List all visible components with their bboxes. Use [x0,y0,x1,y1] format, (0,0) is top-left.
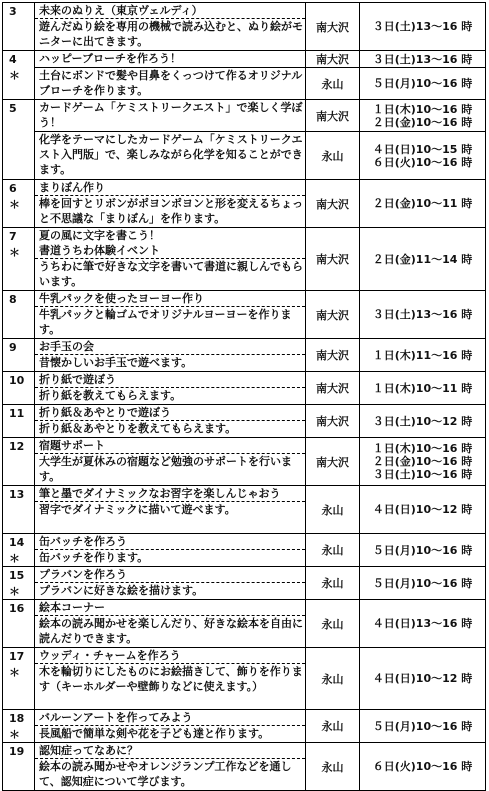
event-content [35,710,306,743]
event-content [35,405,306,438]
event-title: プラバンを作ろう [35,567,305,583]
event-time: ４日(日)10～15 時 ６日(火)10～16 時 [360,132,486,180]
event-time: ５日(月)10～16 時 [360,534,486,567]
event-number: 10 [3,372,35,405]
table-row [3,132,486,180]
event-time: ４日(日)13～16 時 [360,600,486,648]
event-place: 永山 [306,648,360,710]
event-place: 南大沢 [306,405,360,438]
table-row [3,743,486,791]
event-table [2,2,486,791]
event-content [35,291,306,339]
table-row [3,372,486,405]
table-row [3,100,486,132]
table-row [3,600,486,648]
event-place: 南大沢 [306,228,360,291]
event-place: 南大沢 [306,372,360,405]
star-mark: ＊ [9,585,20,598]
event-place: 南大沢 [306,3,360,51]
event-description: プラバンに好きな絵を描けます。 [39,584,204,597]
event-title: 認知症ってなあに？ [35,743,305,759]
event-title: 未来のぬりえ（東京ヴェルディ） [35,3,305,19]
event-place: 南大沢 [306,100,360,132]
event-title: 缶バッチを作ろう [35,534,305,550]
event-content [35,372,306,405]
event-description: 折り紙＆あやとりを教えてもらえます。 [39,422,237,435]
event-content [35,534,306,567]
event-title: バルーンアートを作ってみよう [35,710,305,726]
event-time: ５日(月)10～16 時 [360,567,486,600]
event-time: ４日(日)10～12 時 [360,486,486,534]
event-content [35,648,306,710]
event-content [35,339,306,372]
event-description: 棒を回すとリボンがポヨンポヨンと形を変えるちょっと不思議な「まりぼん」を作ります。 [39,197,303,225]
table-row [3,228,486,291]
table-row [3,438,486,486]
event-number: 4 ＊ [3,51,35,100]
event-title: 折り紙＆あやとりで遊ぼう [35,405,305,421]
star-mark: ＊ [9,198,20,211]
event-time: ２日(金)10～11 時 [360,180,486,228]
event-title: まりぼん作り [35,180,305,196]
event-time: ３日(土)13～16 時 [360,291,486,339]
table-row [3,291,486,339]
event-number: 17 ＊ [3,648,35,710]
event-description: 缶バッチを作ります。 [39,551,149,564]
event-content [35,3,306,51]
star-mark: ＊ [9,666,20,679]
star-mark: ＊ [9,728,20,741]
event-content [35,600,306,648]
event-number: 19 [3,743,35,791]
event-number: 12 [3,438,35,486]
event-title: ウッディ・チャームを作ろう [35,648,305,664]
event-number: 11 [3,405,35,438]
event-time: ３日(土)10～12 時 [360,405,486,438]
event-description: 昔懐かしいお手玉で遊べます。 [39,356,193,369]
event-number: 18 ＊ [3,710,35,743]
event-place: 永山 [306,743,360,791]
event-number: 13 [3,486,35,534]
event-place: 南大沢 [306,438,360,486]
event-description: 長風船で簡単な剣や花を子ども達と作ります。 [39,727,270,740]
event-place: 永山 [306,132,360,180]
event-description: 折り紙を教えてもらえます。 [39,389,182,402]
table-row [3,534,486,567]
table-row [3,68,486,100]
event-content [35,486,306,534]
event-content [35,132,306,180]
event-time: １日(木)10～16 時 ２日(金)10～16 時 ３日(土)10～16 時 [360,438,486,486]
event-title: 絵本コーナー [35,600,305,616]
table-row [3,486,486,534]
event-number: 14 ＊ [3,534,35,567]
event-place: 南大沢 [306,51,360,68]
event-place: 永山 [306,710,360,743]
event-title: 宿題サポート [35,438,305,454]
event-time: ４日(日)10～12 時 [360,648,486,710]
event-content [35,743,306,791]
event-place: 永山 [306,486,360,534]
event-time: １日(木)10～11 時 [360,372,486,405]
event-content [35,228,306,291]
event-place: 南大沢 [306,291,360,339]
event-content [35,68,306,100]
event-time: ３日(土)13～16 時 [360,3,486,51]
event-number: 16 [3,600,35,648]
star-mark: ＊ [9,246,20,259]
event-number: 6 ＊ [3,180,35,228]
event-description: 牛乳パックと輪ゴムでオリジナルヨーヨーを作ります。 [39,308,292,336]
event-time: １日(木)11～16 時 [360,339,486,372]
star-mark: ＊ [9,552,20,565]
table-row [3,3,486,51]
event-number: 8 [3,291,35,339]
event-number: 15 ＊ [3,567,35,600]
event-content [35,438,306,486]
table-row [3,710,486,743]
event-title: 牛乳パックを使ったヨーヨー作り [35,291,305,307]
table-row [3,180,486,228]
event-time: ６日(火)10～16 時 [360,743,486,791]
event-content [35,51,306,68]
event-description: 大学生が夏休みの宿題など勉強のサポートを行います。 [39,455,292,483]
table-row [3,339,486,372]
event-title: ハッピーブローチを作ろう！ [39,52,182,65]
event-place: 永山 [306,68,360,100]
event-title: 折り紙で遊ぼう [35,372,305,388]
event-description: 土台にボンドで髪や目鼻をくっつけて作るオリジナルブローチを作ります。 [39,69,303,97]
event-title: 筆と墨でダイナミックなお習字を楽しんじゃおう [35,486,305,502]
table-row [3,567,486,600]
event-description: 木を輪切りにしたものにお絵描きして、飾りを作ります（キーホルダーや壁飾りなどに使えます。） [39,665,303,693]
event-place: 永山 [306,600,360,648]
event-time: ３日(土)13～16 時 [360,51,486,68]
event-number: 7 ＊ [3,228,35,291]
event-title: カードゲーム「ケミストリークエスト」で楽しく学ぼう！ [39,101,303,129]
event-title: 夏の風に文字を書こう！ [39,229,160,242]
table-row [3,51,486,68]
event-description: 遊んだぬり絵を専用の機械で読み込むと、ぬり絵がモニターに出てきます。 [39,20,303,48]
event-title: お手玉の会 [35,339,305,355]
event-time: ２日(金)11～14 時 [360,228,486,291]
event-description: 絵本の読み聞かせを楽しんだり、好きな絵本を自由に読んだりできます。 [39,617,303,645]
table-row [3,648,486,710]
table-row [3,405,486,438]
event-description: うちわに筆で好きな文字を書いて書道に親しんでもらいます。 [39,260,303,288]
event-place: 南大沢 [306,180,360,228]
event-time: １日(木)10～16 時 ２日(金)10～16 時 [360,100,486,132]
event-place: 永山 [306,534,360,567]
event-time: ５日(月)10～16 時 [360,68,486,100]
event-description: 絵本の読み聞かせやオレンジランプ工作などを通して、認知症について学びます。 [39,760,292,788]
event-content [35,180,306,228]
event-place: 南大沢 [306,339,360,372]
event-time: ５日(月)10～16 時 [360,710,486,743]
event-description: 化学をテーマにしたカードゲーム「ケミストリークエスト入門版」で、楽しみながら化学を知ることができます。 [39,133,303,176]
event-number: 3 [3,3,35,51]
star-mark: ＊ [9,69,20,82]
event-content [35,567,306,600]
event-description: 習字でダイナミックに描いて遊べます。 [39,503,236,516]
event-place: 永山 [306,567,360,600]
event-content [35,100,306,132]
event-number: 5 [3,100,35,180]
event-number: 9 [3,339,35,372]
event-subtitle: 書道うちわ体験イベント [35,243,305,259]
